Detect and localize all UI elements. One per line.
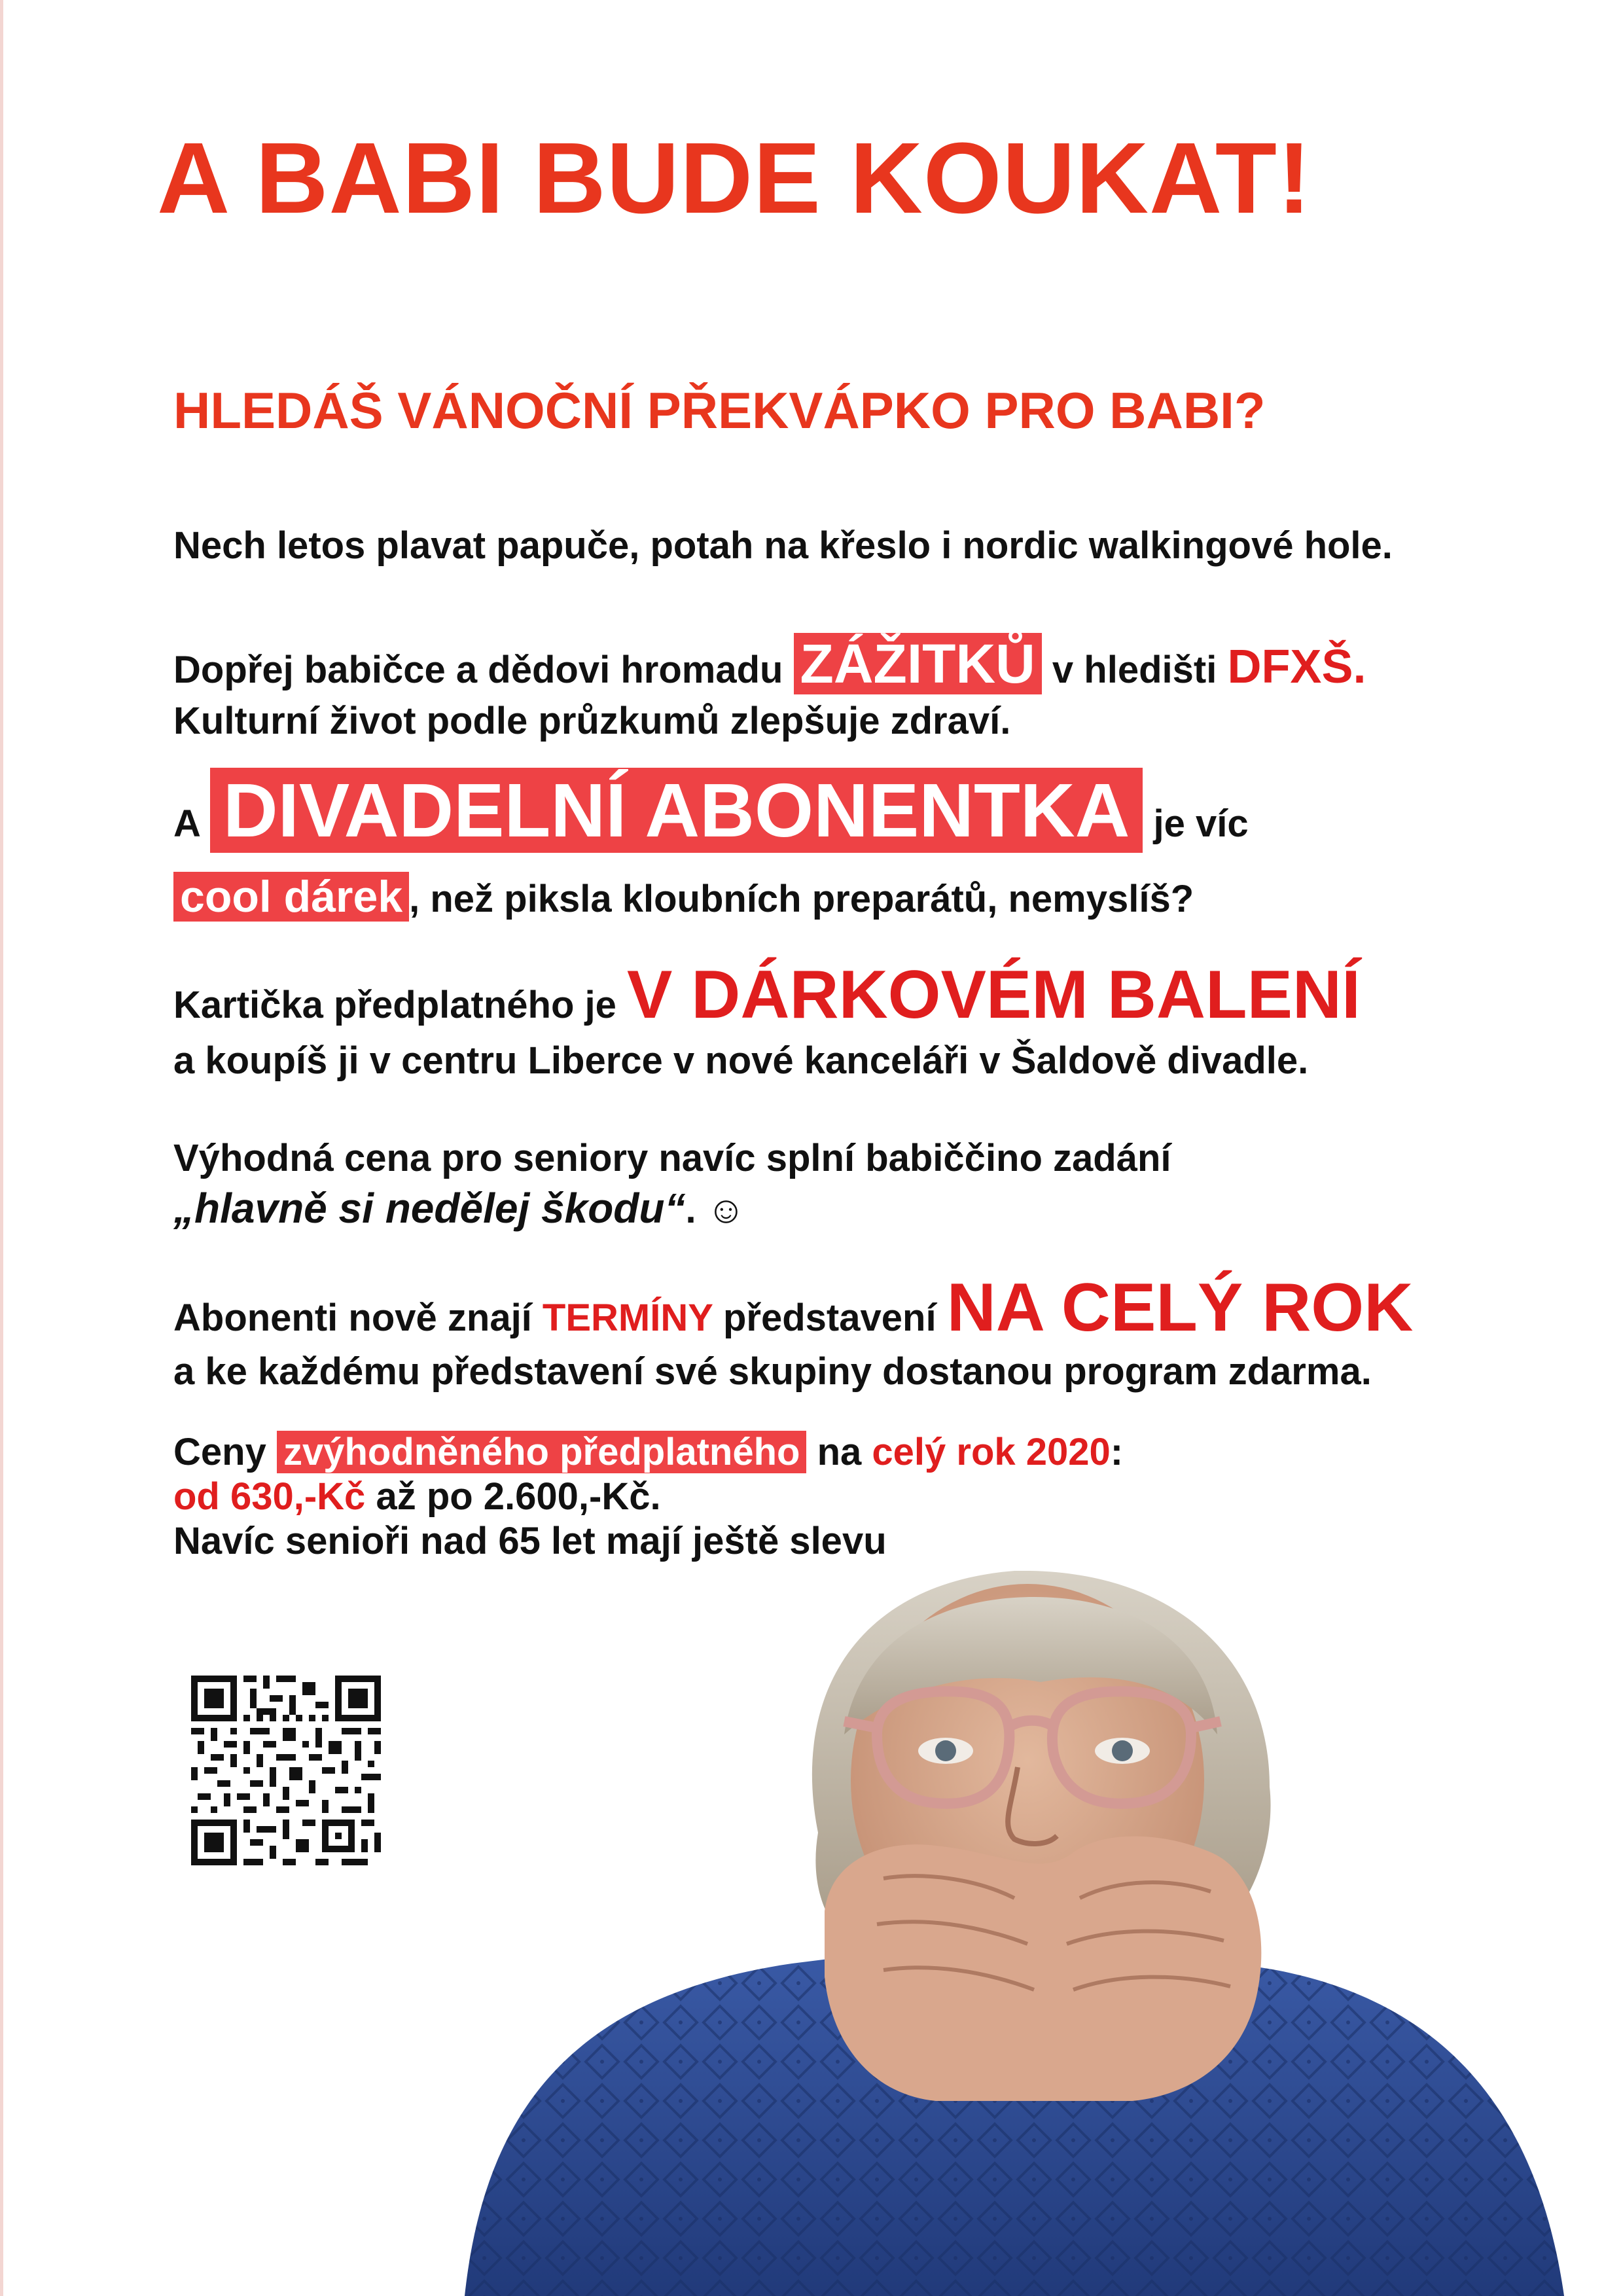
gift-package-line-2: a koupíš ji v centru Liberce v nové kanceláři v Šaldově divadle.: [173, 1039, 1309, 1082]
dates-paragraph: [173, 1270, 1414, 1394]
grandma-quote: „hlavně si nedělej škodu“: [173, 1185, 686, 1232]
dates-emphasis: TERMÍNY: [542, 1297, 713, 1339]
prices-line-2: od 630,-Kč až po 2.600,-Kč.: [173, 1475, 661, 1518]
experience-paragraph: [173, 633, 1366, 747]
poster-title: A BABI BUDE KOUKAT!: [157, 122, 1312, 234]
prices-line-3: Navíc senioři nad 65 let mají ještě slevu 15%.: [173, 1520, 984, 1562]
subscription-line-1: A DIVADELNÍ ABONENTKA je víc: [173, 768, 1249, 853]
discounted-subscription-highlight: zvýhodněného předplatného: [277, 1431, 807, 1473]
prices-paragraph: [173, 1430, 1123, 1564]
senior-price-line-1: Výhodná cena pro seniory navíc splní babiččino zadání: [173, 1137, 1171, 1179]
subscription-paragraph: [173, 767, 1249, 929]
poster-subtitle: HLEDÁŠ VÁNOČNÍ PŘEKVÁPKO PRO BABI?: [173, 382, 1266, 439]
page-edge-line: [0, 0, 3, 2296]
senior-discount-value: 15%.: [897, 1520, 984, 1562]
senior-price-paragraph: [173, 1134, 1171, 1235]
intro-line: Nech letos plavat papuče, potah na křeslo i nordic walkingové hole.: [173, 524, 1393, 567]
whole-year-emphasis: NA CELÝ ROK: [946, 1270, 1414, 1346]
year-2020: celý rok 2020: [872, 1431, 1111, 1473]
intro-paragraph: [173, 524, 1393, 567]
subscription-line-2: cool dárek , než piksla kloubních preparátů, nemyslíš?: [173, 867, 1249, 929]
prices-line-1: Ceny zvýhodněného předplatného na celý rok 2020:: [173, 1431, 1124, 1473]
senior-price-line-2: „hlavně si nedělej škodu“. ☺: [173, 1185, 745, 1232]
cool-gift-highlight: cool dárek: [173, 872, 409, 922]
experience-line-2: Kulturní život podle průzkumů zlepšuje zdraví.: [173, 700, 1011, 742]
gift-package-emphasis: V DÁRKOVÉM BALENÍ: [626, 957, 1361, 1033]
dates-line-1: Abonenti nově znají TERMÍNY představení NA CELÝ ROK: [173, 1270, 1414, 1346]
gift-package-line-1: Kartička předplatného je V DÁRKOVÉM BALENÍ: [173, 957, 1361, 1033]
grandmother-photo: [425, 1571, 1623, 2296]
experiences-highlight: ZÁŽITKŮ: [794, 633, 1042, 694]
theatre-abbrev: DFXŠ.: [1227, 641, 1366, 693]
subscription-highlight: DIVADELNÍ ABONENTKA: [210, 768, 1143, 853]
price-from: od 630,-Kč: [173, 1475, 366, 1518]
qr-code[interactable]: [191, 1676, 381, 1865]
experience-line-1: Dopřej babičce a dědovi hromadu ZÁŽITKŮ v hledišti DFXŠ.: [173, 633, 1366, 694]
dates-line-2: a ke každému představení své skupiny dostanou program zdarma.: [173, 1350, 1372, 1393]
gift-package-paragraph: [173, 957, 1361, 1084]
